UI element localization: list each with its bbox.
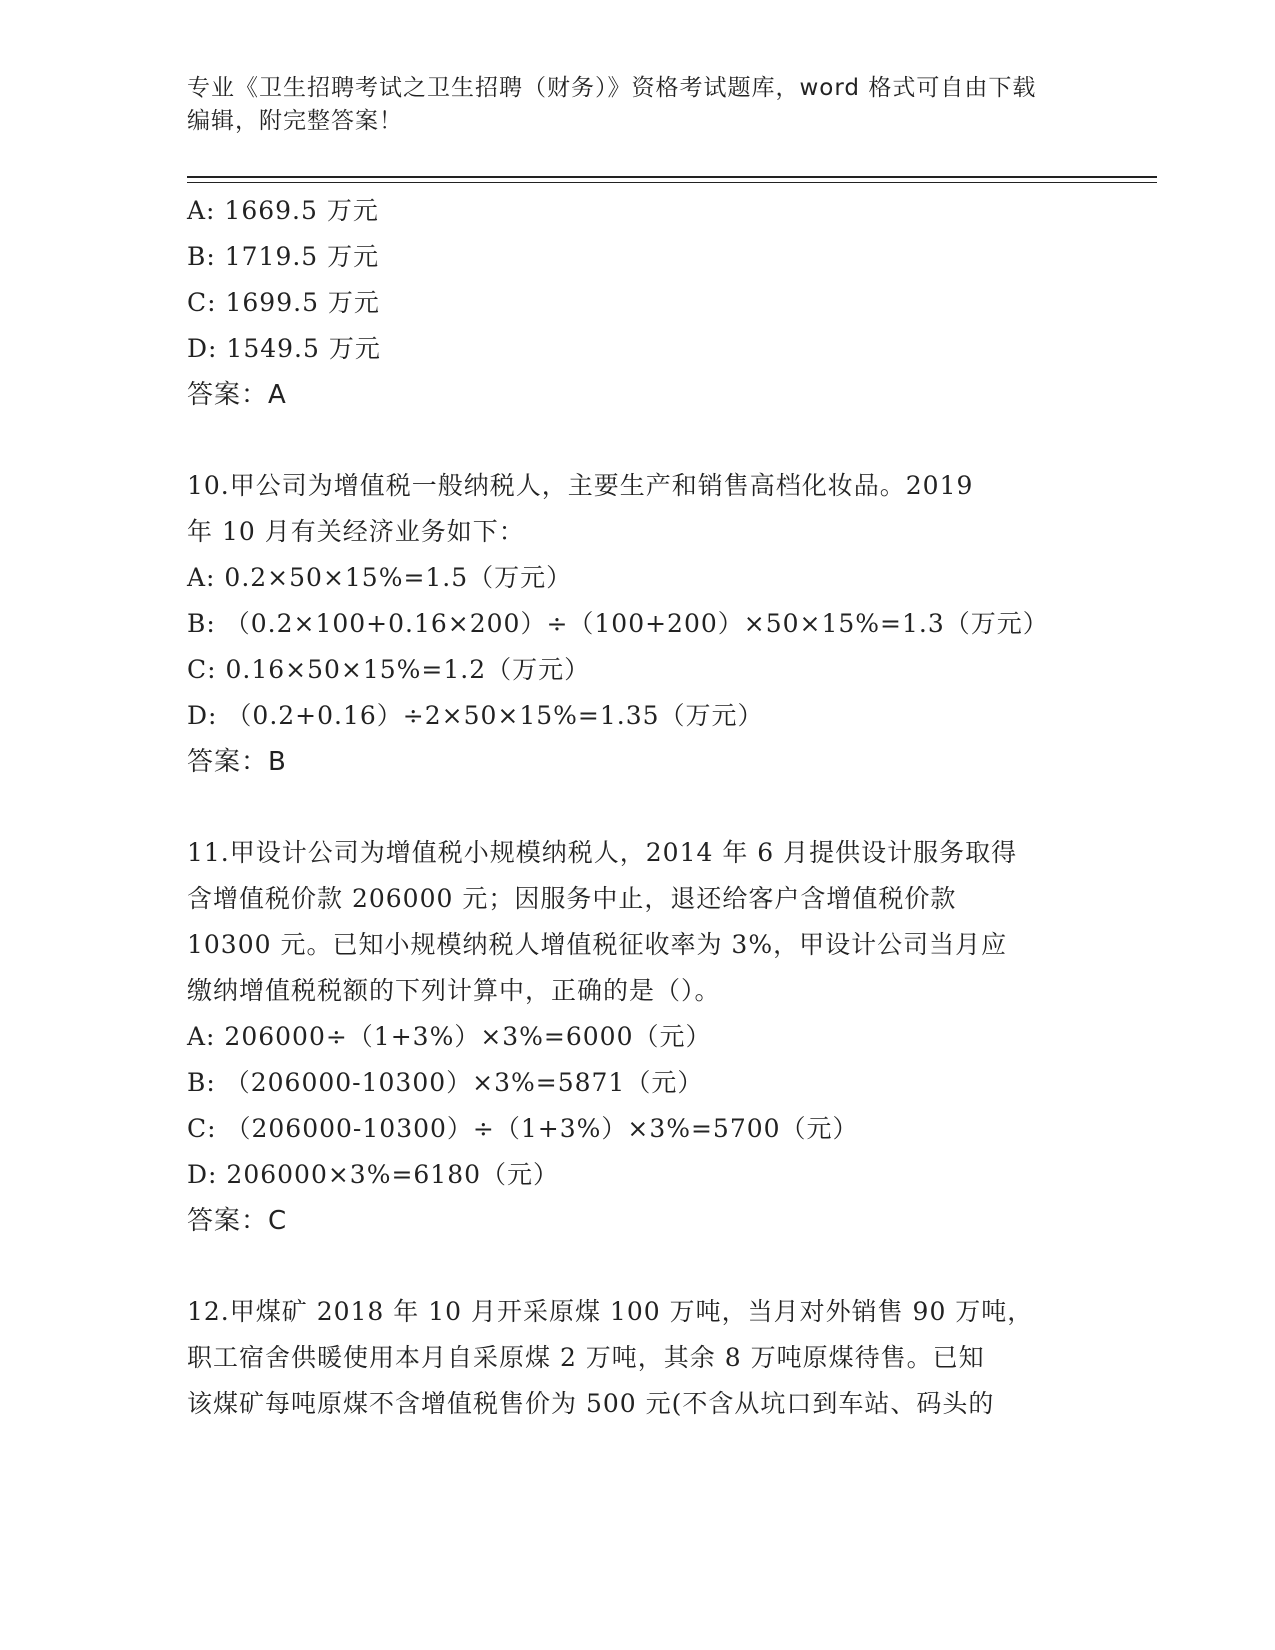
- spacer: [187, 1244, 1087, 1289]
- option-c: C: 1699.5 万元: [187, 288, 380, 317]
- spacer: [187, 785, 1087, 830]
- header-line-1: 专业《卫生招聘考试之卫生招聘（财务）》资格考试题库，word 格式可自由下载: [187, 75, 1037, 101]
- option-c: C: 0.16×50×15%=1.2（万元）: [187, 655, 591, 684]
- spacer: [187, 418, 1087, 463]
- question-stem-line: 该煤矿每吨原煤不含增值税售价为 500 元(不含从坑口到车站、码头的: [187, 1389, 995, 1418]
- question-stem-line: 10300 元。已知小规模纳税人增值税征收率为 3%，甲设计公司当月应: [187, 930, 1008, 959]
- header-line-2: 编辑，附完整答案！: [187, 108, 403, 134]
- question-stem-line: 职工宿舍供暖使用本月自采原煤 2 万吨，其余 8 万吨原煤待售。已知: [187, 1343, 985, 1372]
- option-a: A: 0.2×50×15%=1.5（万元）: [187, 563, 573, 592]
- question-10-answer: 答案：B: [187, 747, 287, 777]
- option-b: B: （0.2×100+0.16×200）÷（100+200）×50×15%=1.3（万元）: [187, 609, 1049, 638]
- option-c: C: （206000-10300）÷（1+3%）×3%=5700（元）: [187, 1114, 859, 1143]
- question-stem-line: 11.甲设计公司为增值税小规模纳税人，2014 年 6 月提供设计服务取得: [187, 838, 1018, 867]
- question-content: [187, 188, 1087, 1427]
- question-11-answer: 答案：C: [187, 1206, 288, 1236]
- option-b: B: 1719.5 万元: [187, 242, 380, 271]
- question-stem-line: 年 10 月有关经济业务如下：: [187, 517, 525, 546]
- question-stem-line: 含增值税价款 206000 元；因服务中止，退还给客户含增值税价款: [187, 884, 957, 913]
- header-divider-thick: [187, 176, 1157, 178]
- document-header: [187, 72, 1067, 138]
- question-9-options: [187, 188, 1087, 372]
- question-9-answer: 答案：A: [187, 380, 287, 410]
- question-stem-line: 12.甲煤矿 2018 年 10 月开采原煤 100 万吨，当月对外销售 90 万吨，: [187, 1297, 1034, 1326]
- question-12-stem: [187, 1289, 1087, 1427]
- question-stem-line: 缴纳增值税税额的下列计算中，正确的是（）。: [187, 976, 721, 1005]
- option-b: B: （206000-10300）×3%=5871（元）: [187, 1068, 704, 1097]
- option-d: D: 1549.5 万元: [187, 334, 381, 363]
- option-d: D: 206000×3%=6180（元）: [187, 1160, 560, 1189]
- question-10-options: [187, 555, 1087, 739]
- option-a: A: 1669.5 万元: [187, 196, 379, 225]
- header-divider-thin: [187, 182, 1157, 183]
- question-11-options: [187, 1014, 1087, 1198]
- question-stem-line: 10.甲公司为增值税一般纳税人，主要生产和销售高档化妆品。2019: [187, 471, 974, 500]
- question-11-stem: [187, 830, 1087, 1014]
- question-10-stem: [187, 463, 1087, 555]
- option-d: D: （0.2+0.16）÷2×50×15%=1.35（万元）: [187, 701, 764, 730]
- option-a: A: 206000÷（1+3%）×3%=6000（元）: [187, 1022, 712, 1051]
